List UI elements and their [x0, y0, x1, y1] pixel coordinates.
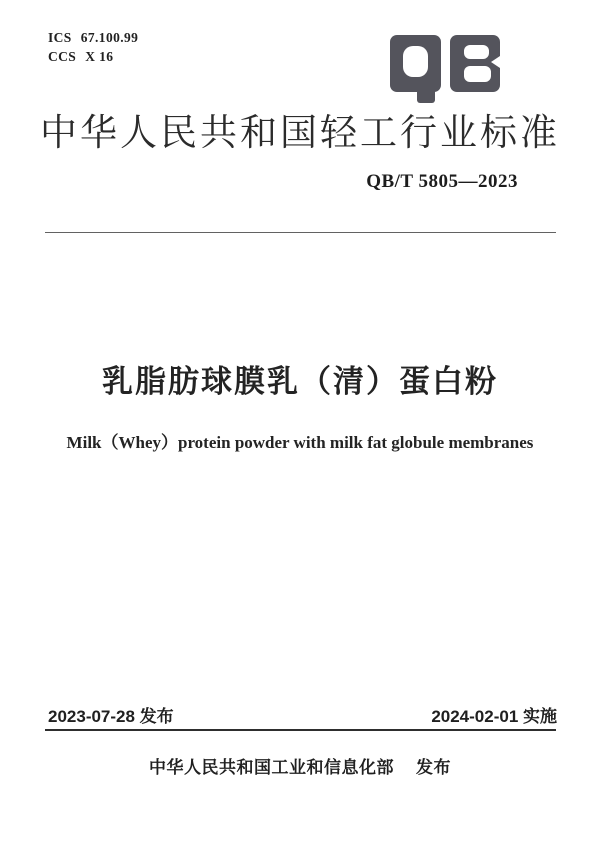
issue-date: 2023-07-28 发布 — [48, 707, 174, 726]
document-title-english: Milk（Whey）protein powder with milk fat globule membranes — [66, 433, 534, 452]
classification-codes — [48, 28, 138, 66]
ics-code: 67.100.99 — [80, 30, 139, 45]
document-title-chinese: 乳脂肪球膜乳（清）蛋白粉 — [102, 364, 498, 399]
ccs-row — [48, 47, 138, 66]
publish-label: 发布 — [416, 758, 451, 777]
date-row — [48, 702, 557, 727]
implementation-date: 2024-02-01 实施 — [431, 707, 557, 726]
publisher-name: 中华人民共和国工业和信息化部 — [149, 758, 394, 777]
footer-divider — [45, 729, 556, 731]
ics-row — [48, 28, 138, 47]
publisher-line — [0, 753, 600, 778]
standard-series-title: 中华人民共和国轻工行业标准 — [40, 112, 560, 153]
ccs-code: X 16 — [85, 49, 114, 64]
header-divider — [45, 232, 556, 233]
qb-logo-icon — [390, 35, 502, 103]
ccs-label: CCS — [48, 49, 77, 64]
ics-label: ICS — [48, 30, 72, 45]
standard-number: QB/T 5805—2023 — [366, 171, 518, 192]
